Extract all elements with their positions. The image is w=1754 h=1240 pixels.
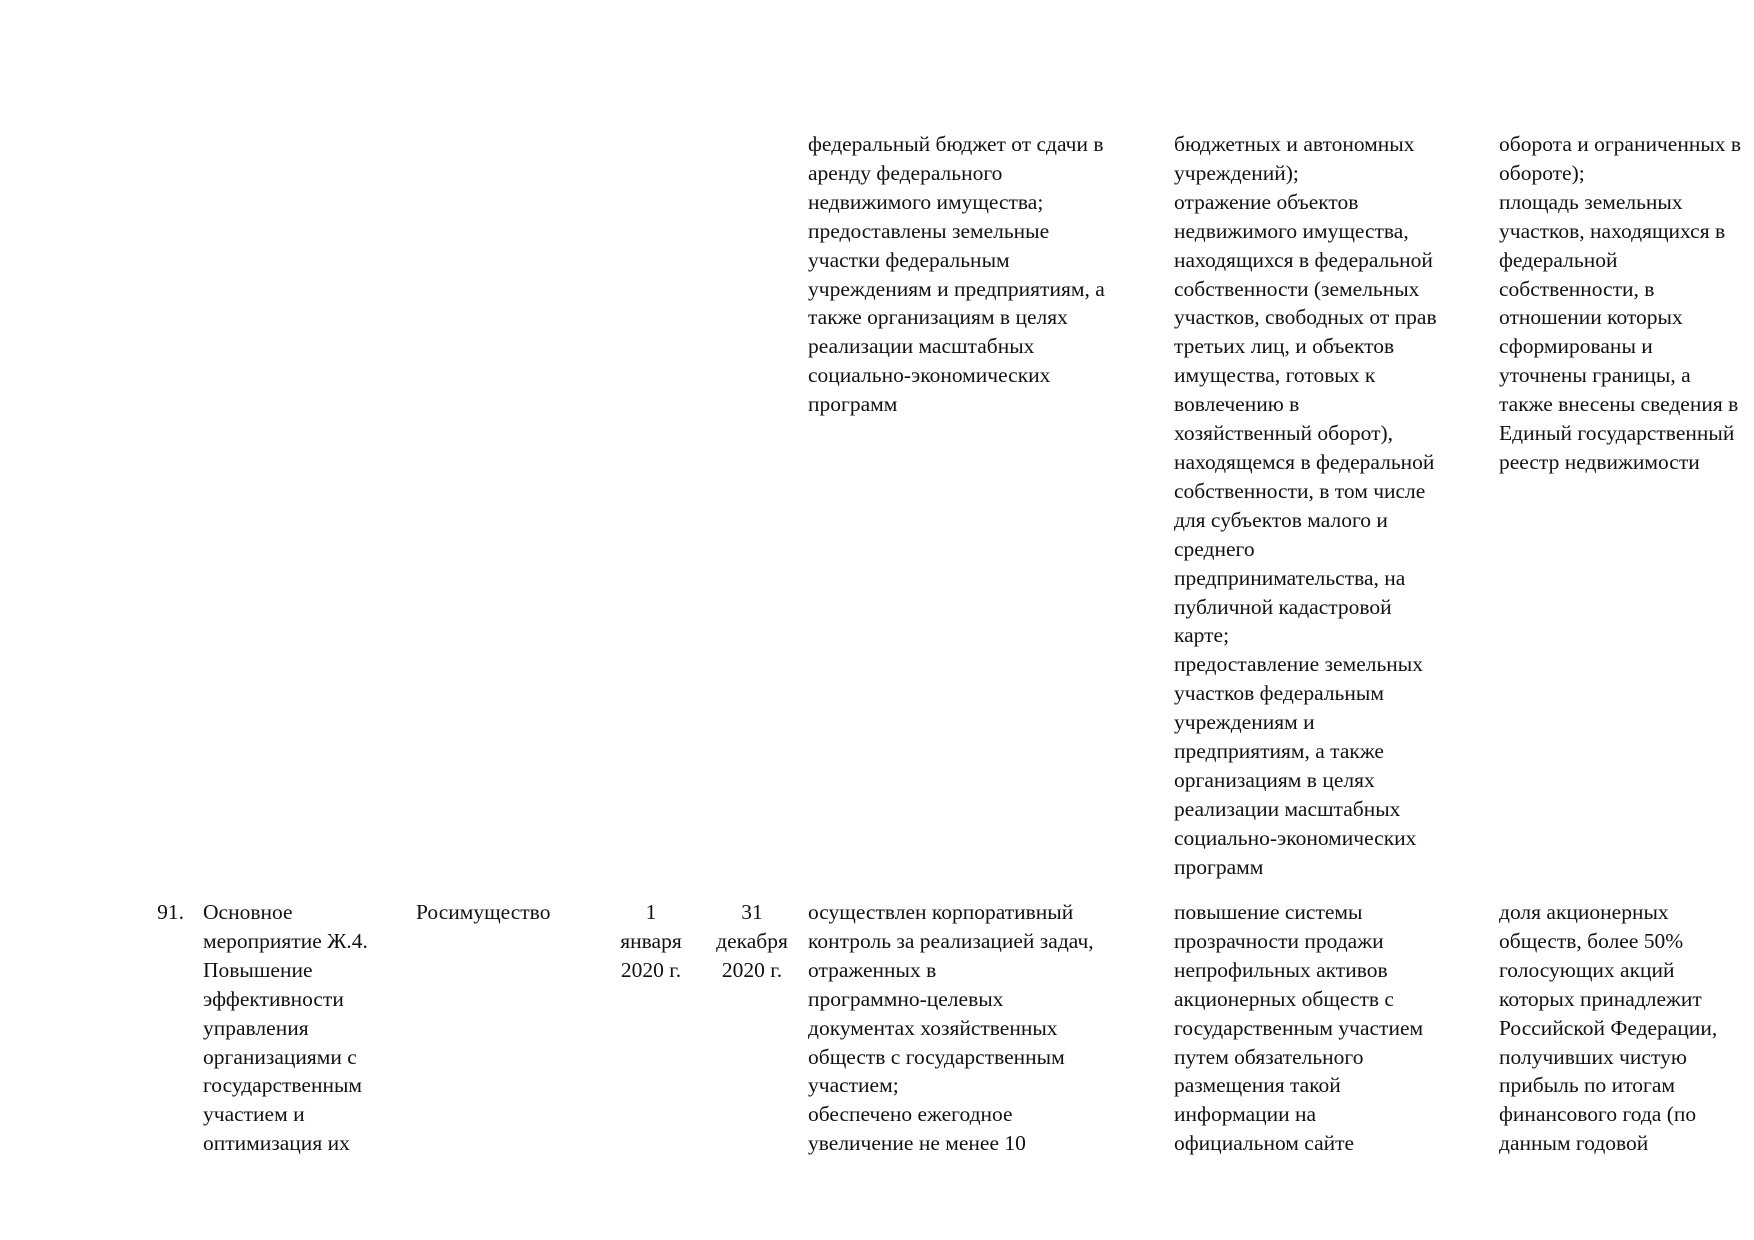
start-date-cell: 1 января 2020 г. — [620, 900, 682, 982]
continuation-indicator-cell: оборота и ограниченных в обороте); площадь земельных участков, находящихся в федеральной собственности, в отношении которых сформированы и уточнены границы, а также внесены сведения в Единый государственный реестр недвижимости — [1499, 132, 1742, 474]
executor-cell: Росимущество — [416, 900, 551, 924]
indicator-cell: доля акционерных обществ, более 50% голосующих акций которых принадлежит Российской Федерации, получивших чистую прибыль по итогам финансового года (по данным годовой — [1499, 900, 1718, 1156]
result-cell: осуществлен корпоративный контроль за реализацией задач, отраженных в программно-целевых документах хозяйственных обществ с государственным участием; обеспечено ежегодное увеличение не менее 10 — [808, 900, 1094, 1156]
end-date-cell: 31 декабря 2020 г. — [716, 900, 788, 982]
row-number: 91. — [157, 900, 184, 924]
measure-cell: Основное мероприятие Ж.4. Повышение эффективности управления организациями с государственным участием и оптимизация их — [203, 900, 368, 1156]
effect-cell: повышение системы прозрачности продажи непрофильных активов акционерных обществ с государственным участием путем обязательного размещения такой информации на официальном сайте — [1174, 900, 1424, 1156]
continuation-effect-cell: бюджетных и автономных учреждений); отражение объектов недвижимого имущества, находящихся в федеральной собственности (земельных участков, свободных от прав третьих лиц, и объектов имущества, готовых к вовлечению в хозяйственный оборот), находящемся в федеральной собственности, в том числе для субъектов малого и среднего предпринимательства, на публичной кадастровой карте; предоставление земельных участков федеральным учреждениям и предприятиям, а также организациям в целях реализации масштабных социально-экономических программ — [1174, 132, 1437, 879]
continuation-result-cell: федеральный бюджет от сдачи в аренду федерального недвижимого имущества; предоставлены земельные участки федеральным учреждениям и предприятиям, а также организациям в целях реализации масштабных социально-экономических программ — [808, 132, 1105, 417]
